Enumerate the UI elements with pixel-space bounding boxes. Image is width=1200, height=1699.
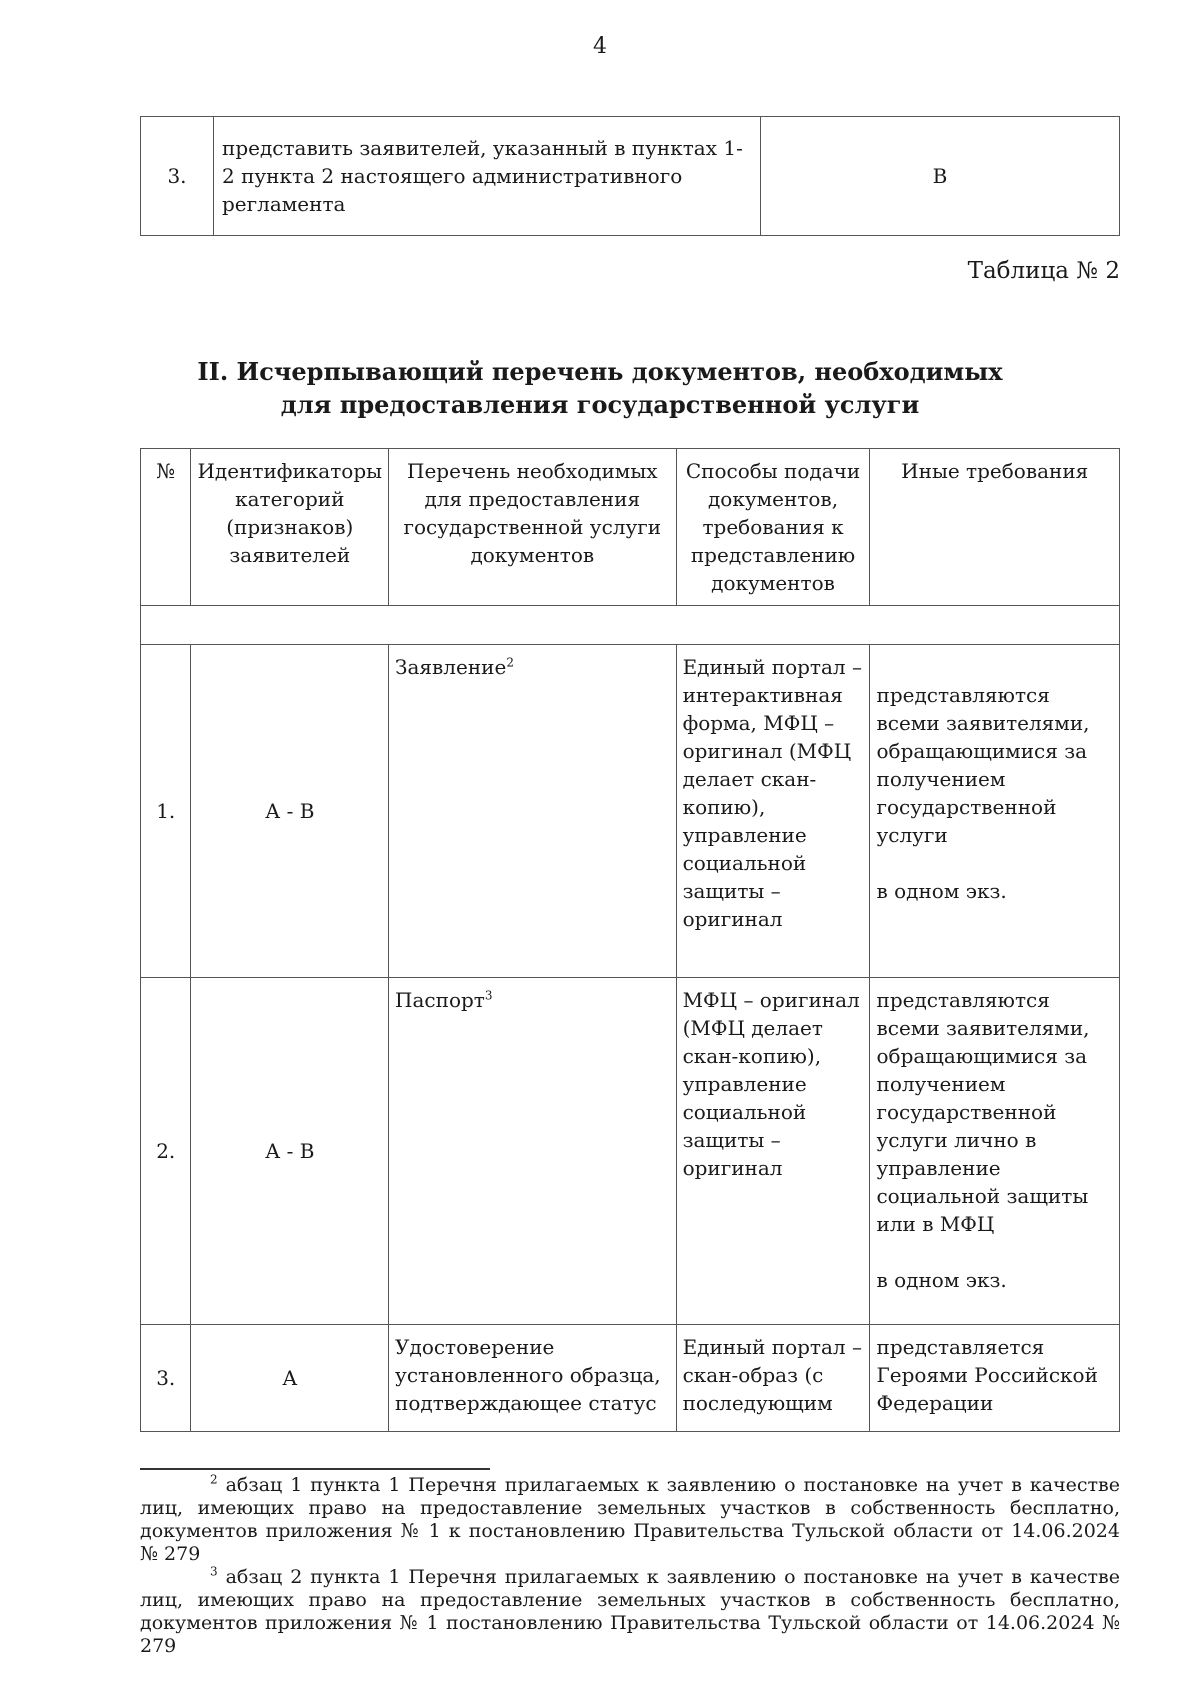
footnote-mark: 2 [210,1472,218,1487]
requirement-copies: в одном экз. [876,879,1007,903]
table-row [141,1325,1120,1432]
row-document [389,645,677,978]
row-category: А [191,1325,389,1432]
footnote [140,1566,1120,1658]
table-row [141,645,1120,978]
row-number: 1. [141,645,191,978]
row-method: МФЦ – оригинал (МФЦ делает скан-копию), управление социальной защиты – оригинал [676,978,870,1325]
header-category: Идентификаторы категорий (признаков) заявителей [191,449,389,606]
documents-table [140,448,1120,1432]
empty-row [141,606,1120,645]
footnotes [140,1474,1120,1658]
requirement-text: представляются всеми заявителями, обращающимися за получением государственной услуги [876,683,1090,847]
table-row [141,117,1120,236]
row-method: Единый портал – интерактивная форма, МФЦ – оригинал (МФЦ делает скан-копию), управление социальной защиты – оригинал [676,645,870,978]
requirement-copies: в одном экз. [876,1268,1007,1292]
footnote [140,1474,1120,1566]
document-name: Паспорт [395,988,485,1012]
footnote-ref: 3 [484,988,493,1003]
row-document [389,978,677,1325]
row-category: А - В [191,978,389,1325]
row-number: 2. [141,978,191,1325]
row-document: Удостоверение установленного образца, подтверждающее статус [389,1325,677,1432]
header-other-requirements: Иные требования [870,449,1120,606]
row-number: 3. [141,1325,191,1432]
document-name: Заявление [395,655,507,679]
section-title-line-2: для предоставления государственной услуги [280,390,920,419]
footnote-ref: 2 [506,655,514,670]
table-row [141,978,1120,1325]
table-caption: Таблица № 2 [967,258,1120,284]
row-requirement [870,978,1120,1325]
page-number: 4 [593,34,607,59]
row-requirement [870,645,1120,978]
footnote-text: абзац 1 пункта 1 Перечня прилагаемых к заявлению о постановке на учет в качестве лиц, имеющих право на предоставление земельных участков в собственность бесплатно, документов приложения № 1 к постановлению Правительства Тульской области от 14.06.2024 № 279 [140,1474,1120,1565]
row-category: В [761,117,1120,236]
section-title [0,355,1200,421]
footnote-text: абзац 2 пункта 1 Перечня прилагаемых к заявлению о постановке на учет в качестве лиц, имеющих право на предоставление земельных участков в собственность бесплатно, документов приложения № 1 постановлению Правительства Тульской области от 14.06.2024 № 279 [140,1566,1120,1657]
row-method: Единый портал – скан-образ (с последующим [676,1325,870,1432]
footnote-mark: 3 [210,1564,218,1579]
row-category: А - В [191,645,389,978]
header-methods: Способы подачи документов, требования к представлению документов [676,449,870,606]
header-documents: Перечень необходимых для предоставления государственной услуги документов [389,449,677,606]
header-number: № [141,449,191,606]
row-text: представить заявителей, указанный в пунктах 1-2 пункта 2 настоящего административного регламента [214,117,761,236]
row-number: 3. [141,117,214,236]
footnote-divider [140,1468,490,1470]
row-requirement: представляется Героями Российской Федерации [870,1325,1120,1432]
section-title-line-1: II. Исчерпывающий перечень документов, необходимых [197,357,1003,386]
table-fragment-1 [140,116,1120,236]
table-header-row [141,449,1120,606]
requirement-text: представляются всеми заявителями, обращающимися за получением государственной услуги лично в управление социальной защиты или в МФЦ [876,988,1090,1236]
